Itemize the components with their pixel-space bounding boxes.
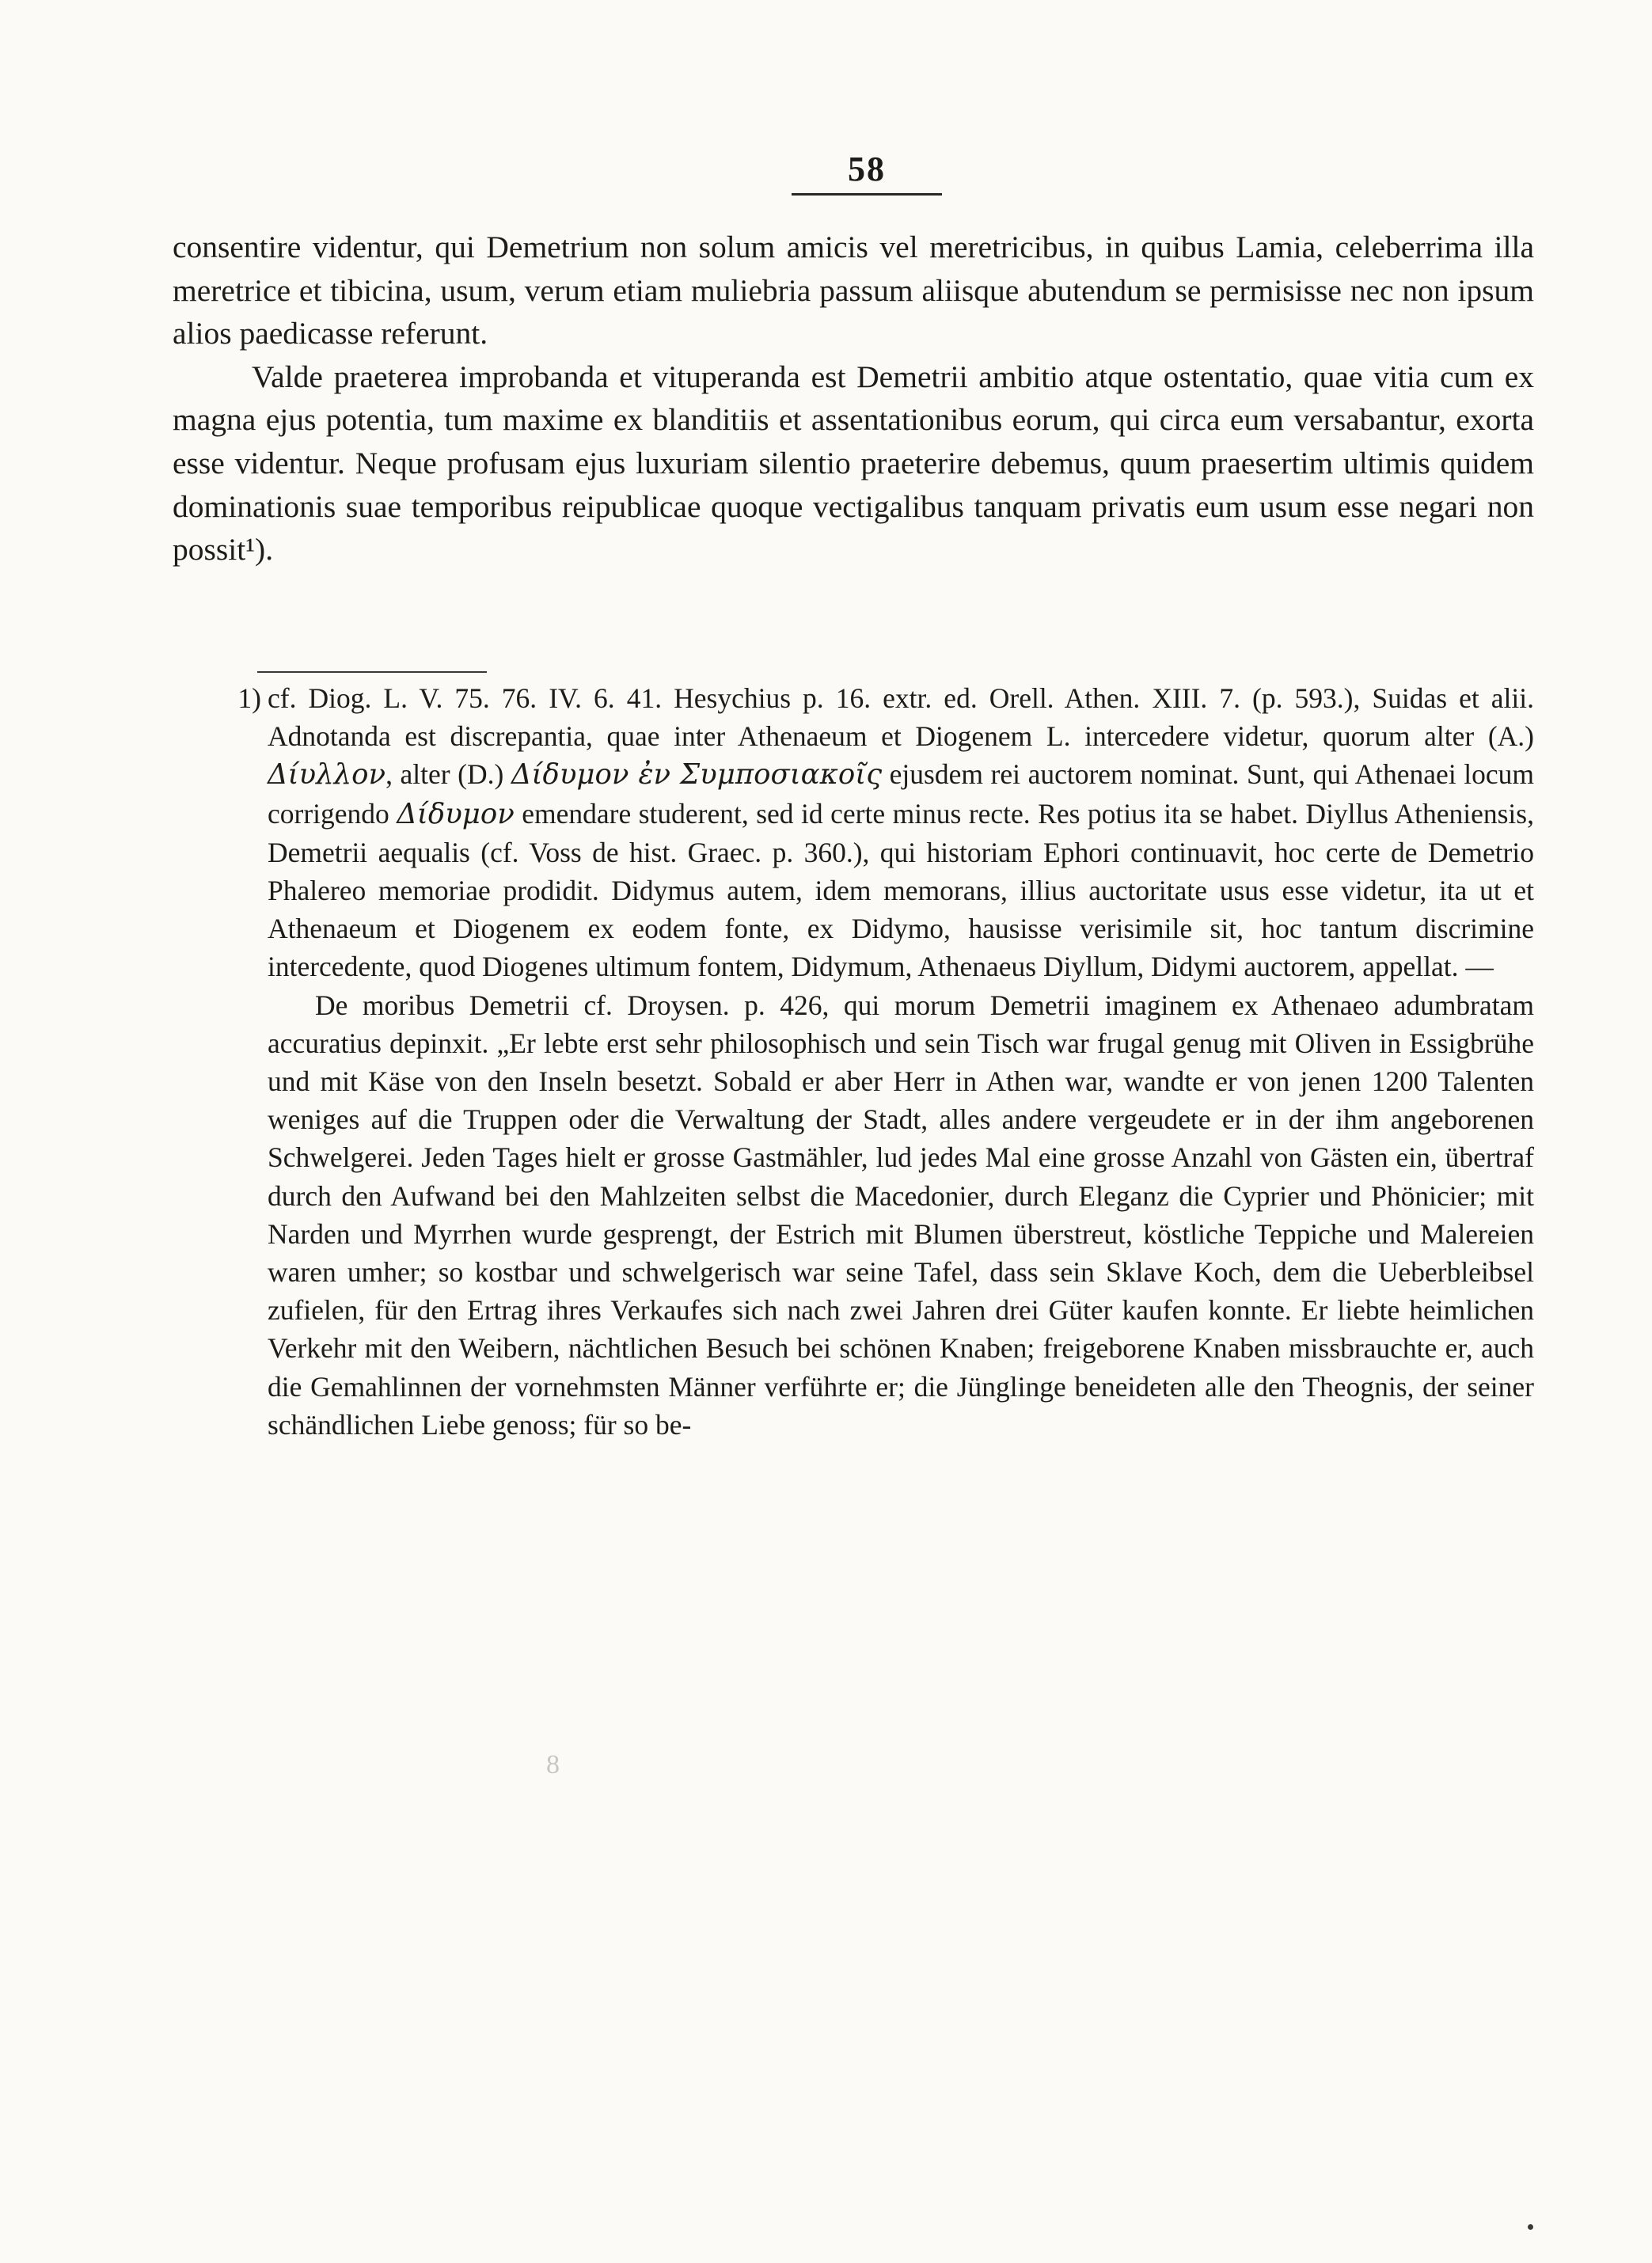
greek-term: Δίδυμον <box>397 797 515 830</box>
footnotes <box>173 679 1534 1444</box>
footnote-text <box>268 679 1534 986</box>
footnote-segment: cf. Diog. L. V. 75. 76. IV. 6. 41. Hesychius p. 16. extr. ed. Orell. Athen. XIII. 7. (p. 593.), Suidas et alii. Adnotanda est discrepantia, quae inter Athenaeum et Diogenem L. intercedere videtur, quorum alter (A.) <box>268 682 1534 753</box>
page-number-rule <box>792 193 942 196</box>
ink-speck <box>1528 2224 1533 2230</box>
footnote-continuation: De moribus Demetrii cf. Droysen. p. 426, qui morum Demetrii imaginem ex Athenaeo adumbratam accuratius depinxit. „Er lebte erst sehr philosophisch und sein Tisch war frugal genug mit Oliven in Essigbrühe und mit Käse von den Inseln besetzt. Sobald er aber Herr in Athen war, wandte er von jenen 1200 Talenten weniges auf die Truppen oder die Verwaltung der Stadt, alles andere vergeudete er in der ihm angeborenen Schwelgerei. Jeden Tages hielt er grosse Gastmähler, lud jedes Mal eine grosse Anzahl von Gästen ein, übertraf durch den Aufwand bei den Mahlzeiten selbst die Macedonier, durch Eleganz die Cyprier und Phönicier; mit Narden und Myrrhen wurde gesprengt, der Estrich mit Blumen überstreut, köstliche Teppiche und Malereien waren umher; so kostbar und schwelgerisch war seine Tafel, dass sein Sklave Koch, dem die Ueberbleibsel zufielen, für den Ertrag ihres Verkaufes sich nach zwei Jahren drei Güter kaufen konnte. Er liebte heimlichen Verkehr mit den Weibern, nächtlichen Besuch bei schönen Knaben; freigeborene Knaben missbrauchte er, auch die Gemahlinnen der vornehmsten Männer verführte er; die Jünglinge beneideten alle den Theognis, der seiner schändlichen Liebe genoss; für so be- <box>268 989 1534 1441</box>
footnote-segment: emendare studerent, sed id certe minus recte. Res potius ita se habet. Diyllus Atheniensis, Demetrii aequalis (cf. Voss de hist. Graec. p. 360.), qui historiam Ephori continuavit, hoc certe de Demetrio Phalereo memoriae prodidit. Didymus autem, idem memorans, illius auctoritate usus esse videtur, ita ut et Athenaeum et Diogenem ex eodem fonte, ex Didymo, hausisse verisimile sit, hoc tantum discrimine intercedente, quod Diogenes ultimum fontem, Didymum, Athenaeus Diyllum, Didymi auctorem, appellat. — <box>268 797 1534 983</box>
greek-term: Δίυλλον <box>268 758 386 792</box>
footnote-segment: , alter (D.) <box>385 758 511 791</box>
footnote-separator <box>257 671 487 673</box>
paragraph-2: Valde praeterea improbanda et vituperanda est Demetrii ambitio atque ostentatio, quae vitia cum ex magna ejus potentia, tum maxime ex blanditiis et assentationibus eorum, qui circa eum versabantur, exorta esse videntur. Neque profusam ejus luxuriam silentio praeterire debemus, quum praesertim ultimis quidem dominationis suae temporibus reipublicae quoque vectigalibus tanquam privatis eum usum esse negari non possit¹). <box>173 359 1534 568</box>
bleed-through-mark: 8 <box>546 1750 560 1779</box>
main-text <box>173 226 1534 571</box>
footnote-mark: 1) <box>237 682 261 714</box>
greek-term: Δίδυμον ἐν Συμποσιακοῖς <box>511 758 883 792</box>
page-number: 58 <box>848 150 886 188</box>
paragraph-1: consentire videntur, qui Demetrium non solum amicis vel meretricibus, in quibus Lamia, celeberrima illa meretrice et tibicina, usum, verum etiam muliebria passum aliisque abutendum se permisisse nec non ipsum alios paedicasse referunt. <box>173 230 1534 351</box>
footnote-segment: ejusdem rei auctorem nominat. Sunt, qui Athenaei locum corrigendo <box>268 758 1534 830</box>
footnote-1 <box>173 679 1534 1444</box>
